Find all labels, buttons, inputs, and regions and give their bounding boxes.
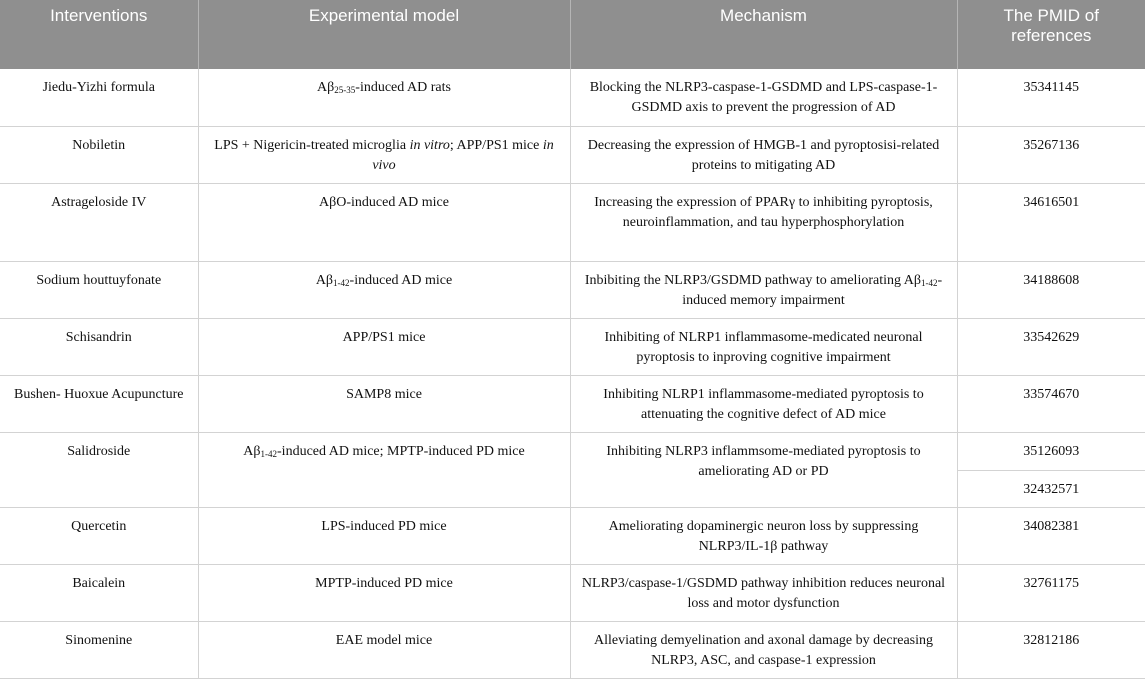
model-cell: $A\beta_{25-35}$-induced AD rats bbox=[198, 69, 570, 126]
model-cell: LPS + Nigericin-treated microglia in vitro; APP/PS1 mice in vivo bbox=[198, 126, 570, 183]
pmid-cell: 34188608 bbox=[957, 261, 1145, 318]
table-row bbox=[0, 432, 1145, 470]
pmid-cell: 35341145 bbox=[957, 69, 1145, 126]
intervention-cell: Schisandrin bbox=[0, 318, 198, 375]
table-row bbox=[0, 375, 1145, 432]
pmid-cell: 34082381 bbox=[957, 507, 1145, 564]
model-cell: AβO-induced AD mice bbox=[198, 183, 570, 261]
mechanism-cell: Inbibiting the NLRP3/GSDMD pathway to ameliorating $A\beta_{1-42}$-induced memory impairment bbox=[570, 261, 957, 318]
pmid-cell: 34616501 bbox=[957, 183, 1145, 261]
mechanism-cell: Inhibiting of NLRP1 inflammasome-medicated neuronal pyroptosis to inproving cognitive impairment bbox=[570, 318, 957, 375]
mechanism-cell: Blocking the NLRP3-caspase-1-GSDMD and LPS-caspase-1-GSDMD axis to prevent the progression of AD bbox=[570, 69, 957, 126]
header-row bbox=[0, 0, 1145, 69]
pmid-cell: 32432571 bbox=[957, 470, 1145, 507]
pmid-cell: 32812186 bbox=[957, 621, 1145, 678]
table-row bbox=[0, 261, 1145, 318]
table-row bbox=[0, 621, 1145, 678]
pmid-cell: 33574670 bbox=[957, 375, 1145, 432]
mechanism-cell: Decreasing the expression of HMGB-1 and pyroptosisi-related proteins to mitigating AD bbox=[570, 126, 957, 183]
mechanism-cell: Alleviating demyelination and axonal damage by decreasing NLRP3, ASC, and caspase-1 expression bbox=[570, 621, 957, 678]
model-cell: MPTP-induced PD mice bbox=[198, 564, 570, 621]
pmid-cell: 33542629 bbox=[957, 318, 1145, 375]
table-row bbox=[0, 183, 1145, 261]
mechanism-cell: Ameliorating dopaminergic neuron loss by suppressing NLRP3/IL-1β pathway bbox=[570, 507, 957, 564]
table-row bbox=[0, 69, 1145, 126]
mechanism-cell: Inhibiting NLRP3 inflammsome-mediated pyroptosis to ameliorating AD or PD bbox=[570, 432, 957, 507]
model-cell: EAE model mice bbox=[198, 621, 570, 678]
header-mechanism: Mechanism bbox=[570, 0, 957, 69]
intervention-cell: Sinomenine bbox=[0, 621, 198, 678]
intervention-cell: Nobiletin bbox=[0, 126, 198, 183]
pmid-cell: 32761175 bbox=[957, 564, 1145, 621]
intervention-cell: Baicalein bbox=[0, 564, 198, 621]
model-cell: $A\beta_{1-42}$-induced AD mice bbox=[198, 261, 570, 318]
intervention-cell: Jiedu-Yizhi formula bbox=[0, 69, 198, 126]
table-row bbox=[0, 507, 1145, 564]
intervention-cell: Sodium houttuyfonate bbox=[0, 261, 198, 318]
mechanism-cell: Increasing the expression of PPARγ to inhibiting pyroptosis, neuroinflammation, and tau hyperphosphorylation bbox=[570, 183, 957, 261]
model-cell: $A\beta_{1-42}$-induced AD mice; MPTP-induced PD mice bbox=[198, 432, 570, 507]
model-cell: LPS-induced PD mice bbox=[198, 507, 570, 564]
header-interventions: Interventions bbox=[0, 0, 198, 69]
intervention-cell: Quercetin bbox=[0, 507, 198, 564]
mechanism-cell: Inhibiting NLRP1 inflammasome-mediated pyroptosis to attenuating the cognitive defect of AD mice bbox=[570, 375, 957, 432]
table-row bbox=[0, 564, 1145, 621]
table-row bbox=[0, 318, 1145, 375]
table-row bbox=[0, 126, 1145, 183]
pmid-cell: 35126093 bbox=[957, 432, 1145, 470]
mechanism-cell: NLRP3/caspase-1/GSDMD pathway inhibition reduces neuronal loss and motor dysfunction bbox=[570, 564, 957, 621]
header-experimental-model: Experimental model bbox=[198, 0, 570, 69]
pmid-cell: 35267136 bbox=[957, 126, 1145, 183]
intervention-cell: Astrageloside IV bbox=[0, 183, 198, 261]
model-cell: APP/PS1 mice bbox=[198, 318, 570, 375]
intervention-cell: Bushen- Huoxue Acupuncture bbox=[0, 375, 198, 432]
header-pmid: The PMID of references bbox=[957, 0, 1145, 69]
intervention-cell: Salidroside bbox=[0, 432, 198, 507]
model-cell: SAMP8 mice bbox=[198, 375, 570, 432]
